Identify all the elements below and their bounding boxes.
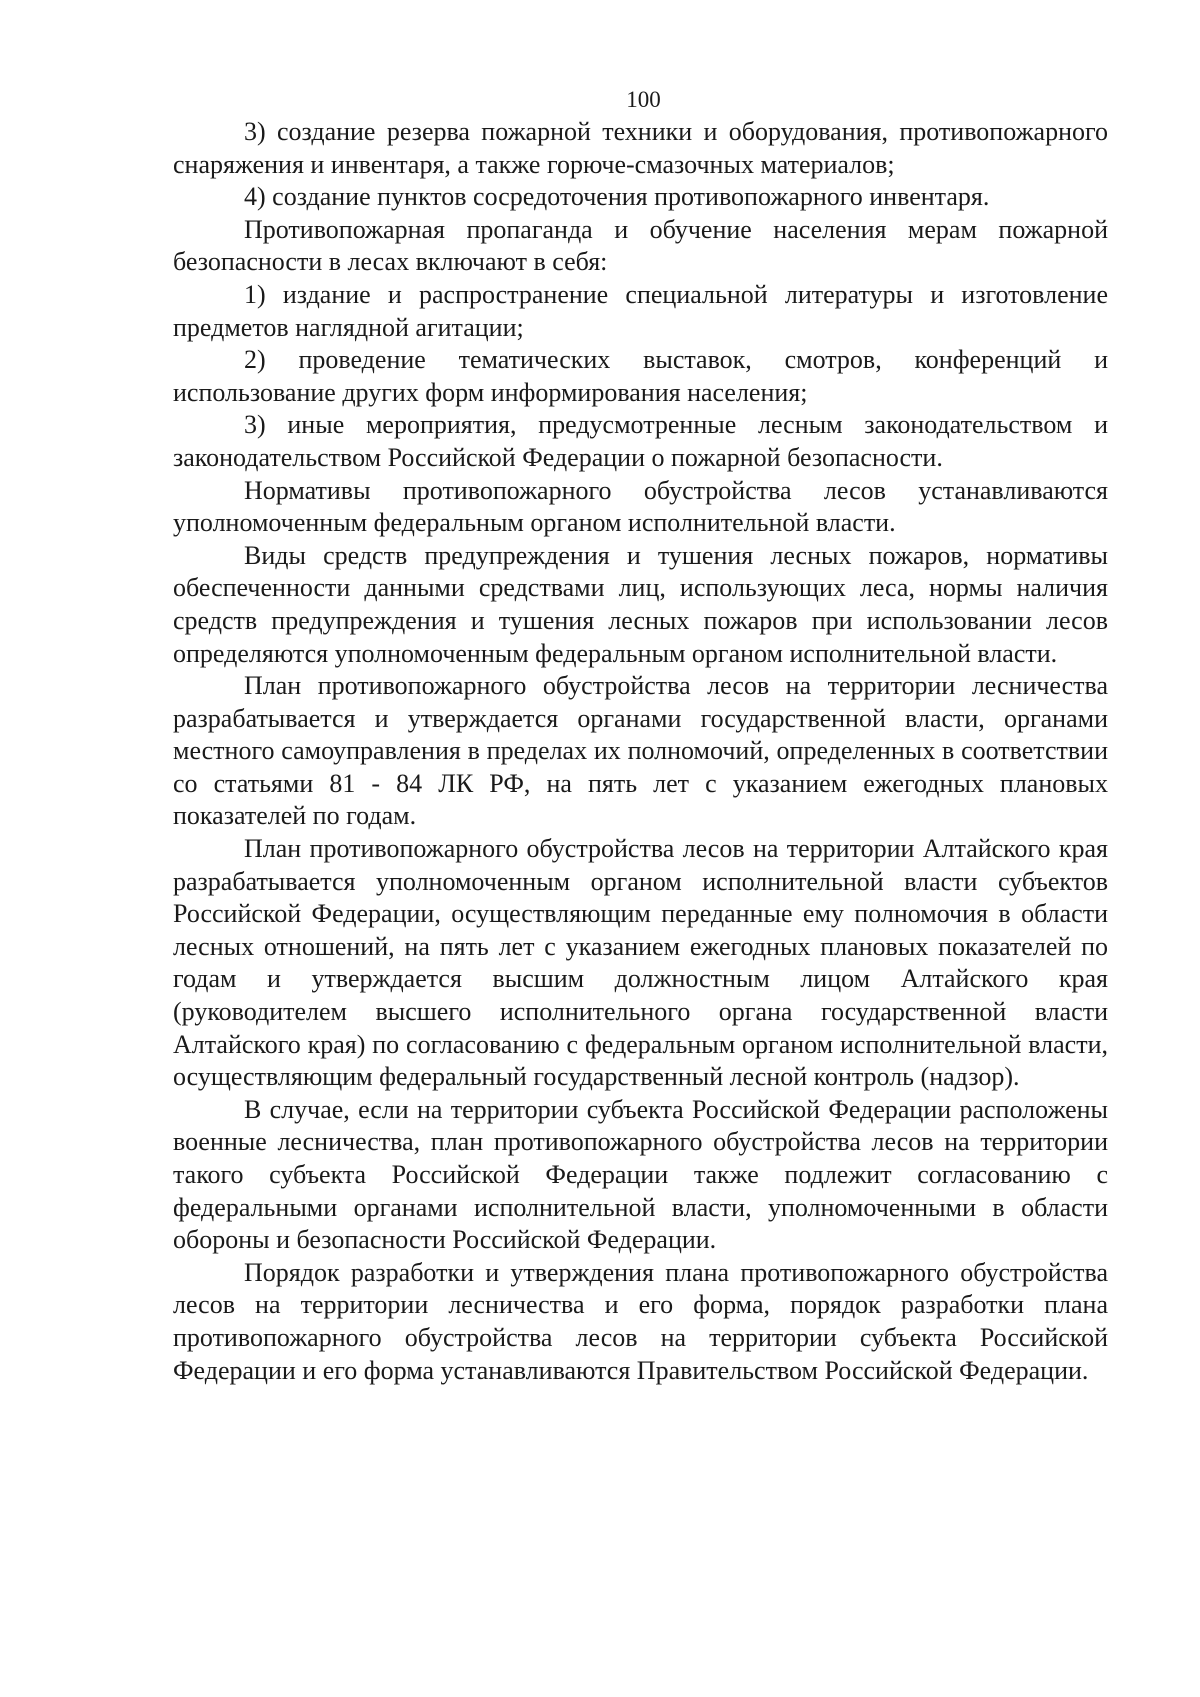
page-number: 100 [626, 87, 661, 112]
body-text [173, 116, 1108, 1387]
paragraph: 2) проведение тематических выставок, смотров, конференций и использование других форм информирования населения; [173, 345, 1108, 407]
paragraph: Виды средств предупреждения и тушения лесных пожаров, нормативы обеспеченности данными средствами лиц, использующих леса, нормы наличия средств предупреждения и тушения лесных пожаров при использовании лесов определяются уполномоченным федеральным органом исполнительной власти. [173, 540, 1108, 668]
paragraph: Противопожарная пропаганда и обучение населения мерам пожарной безопасности в лесах включают в себя: [173, 214, 1108, 277]
paragraph: 3) иные мероприятия, предусмотренные лесным законодательством и законодательством Российской Федерации о пожарной безопасности. [173, 410, 1108, 472]
paragraph: Порядок разработки и утверждения плана противопожарного обустройства лесов на территории лесничества и его форма, порядок разработки плана противопожарного обустройства лесов на территории субъекта Российской Федерации и его форма устанавливаются Правительством Российской Федерации. [173, 1257, 1108, 1385]
paragraph: Нормативы противопожарного обустройства лесов устанавливаются уполномоченным федеральным органом исполнительной власти. [173, 475, 1108, 538]
paragraph: 1) издание и распространение специальной литературы и изготовление предметов наглядной агитации; [173, 279, 1108, 342]
paragraph: В случае, если на территории субъекта Российской Федерации расположены военные лесничества, план противопожарного обустройства лесов на территории такого субъекта Российской Федерации также подлежит согласованию с федеральными органами исполнительной власти, уполномоченными в области обороны и безопасности Российской Федерации. [173, 1094, 1108, 1255]
paragraph: 3) создание резерва пожарной техники и оборудования, противопожарного снаряжения и инвентаря, а также горюче-смазочных материалов; [173, 117, 1108, 179]
paragraph: План противопожарного обустройства лесов на территории Алтайского края разрабатывается уполномоченным органом исполнительной власти субъектов Российской Федерации, осуществляющим переданные ему полномочия в области лесных отношений, на пять лет с указанием ежегодных плановых показателей по годам и утверждается высшим должностным лицом Алтайского края (руководителем высшего исполнительного органа государственной власти Алтайского края) по согласованию с федеральным органом исполнительной власти, осуществляющим федеральный государственный лесной контроль (надзор). [173, 834, 1108, 1092]
paragraph: План противопожарного обустройства лесов на территории лесничества разрабатывается и утверждается органами государственной власти, органами местного самоуправления в пределах их полномочий, определенных в соответствии со статьями 81 - 84 ЛК РФ, на пять лет с указанием ежегодных плановых показателей по годам. [173, 671, 1108, 831]
paragraph: 4) создание пунктов сосредоточения противопожарного инвентаря. [244, 182, 990, 212]
